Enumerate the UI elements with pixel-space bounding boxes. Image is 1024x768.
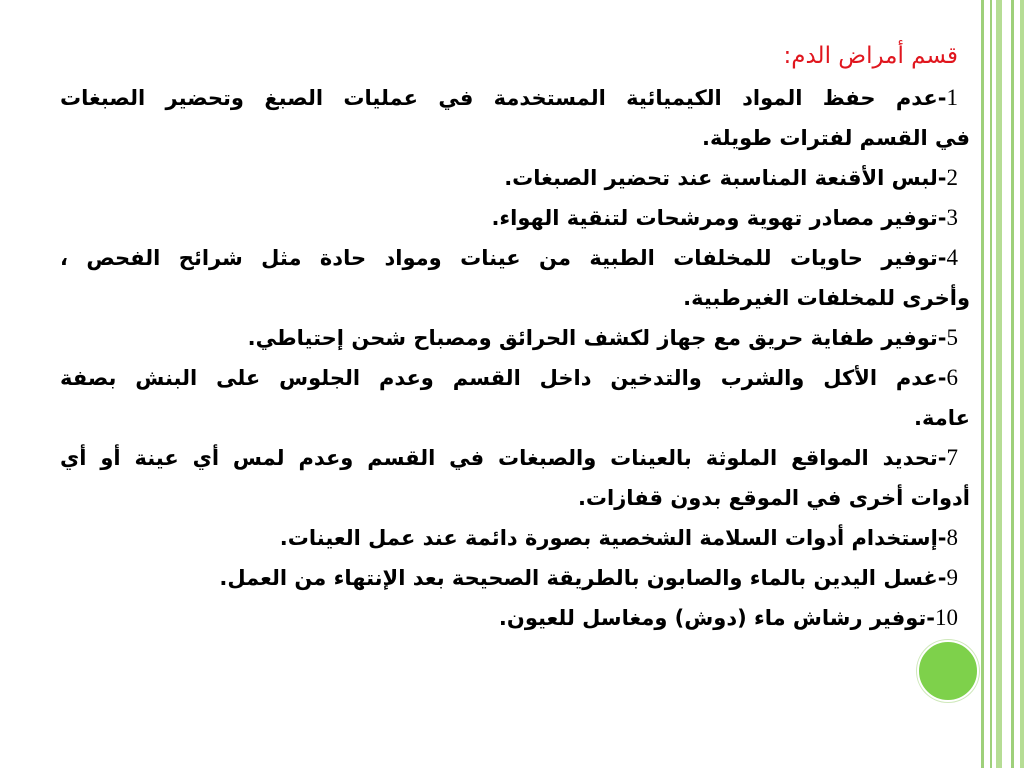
item-text: -عدم الأكل والشرب والتدخين داخل القسم وعدم الجلوس على البنش بصفة (60, 366, 947, 390)
list-item (60, 518, 970, 558)
list-item (60, 78, 970, 158)
slide-title: قسم أمراض الدم: (783, 43, 958, 69)
item-text: -لبس الأقنعة المناسبة عند تحضير الصبغات. (504, 166, 947, 190)
item-text: -عدم حفظ المواد الكيميائية المستخدمة في عمليات الصبغ وتحضير الصبغات (60, 86, 947, 110)
slide-content (60, 34, 970, 638)
item-text-continued: عامة. (914, 406, 970, 430)
border-stripe (1020, 0, 1024, 768)
list-item (60, 558, 970, 598)
item-number: 1 (946, 85, 958, 110)
item-number: 7 (946, 445, 958, 470)
item-number: 10 (935, 605, 958, 630)
item-number: 6 (946, 365, 958, 390)
item-text-continued: في القسم لفترات طويلة. (701, 126, 970, 150)
item-text-continued: أدوات أخرى في الموقع بدون قفازات. (577, 486, 970, 510)
list-item (60, 158, 970, 198)
list-item (60, 438, 970, 518)
item-text: -إستخدام أدوات السلامة الشخصية بصورة دائمة عند عمل العينات. (279, 526, 947, 550)
item-number: 9 (946, 565, 958, 590)
border-stripe (996, 0, 1002, 768)
item-text: -توفير حاويات للمخلفات الطبية من عينات ومواد حادة مثل شرائح الفحص ، (60, 246, 947, 270)
item-number: 2 (946, 165, 958, 190)
list-item (60, 358, 970, 438)
list-item (60, 318, 970, 358)
border-stripe (1011, 0, 1014, 768)
decorative-circle (917, 640, 979, 702)
item-text: -غسل اليدين بالماء والصابون بالطريقة الصحيحة بعد الإنتهاء من العمل. (219, 566, 947, 590)
item-text-continued: وأخرى للمخلفات الغيرطبية. (683, 286, 970, 310)
item-text: -تحديد المواقع الملوثة بالعينات والصبغات في القسم وعدم لمس أي عينة أو أي (60, 446, 947, 470)
item-number: 4 (946, 245, 958, 270)
item-number: 3 (946, 205, 958, 230)
border-stripe (981, 0, 984, 768)
item-text: -توفير طفاية حريق مع جهاز لكشف الحرائق ومصباح شحن إحتياطي. (247, 326, 947, 350)
list-item (60, 238, 970, 318)
item-number: 8 (946, 525, 958, 550)
list-item (60, 198, 970, 238)
item-text: -توفير رشاش ماء (دوش) ومغاسل للعيون. (498, 606, 935, 630)
border-stripe (990, 0, 992, 768)
item-text: -توفير مصادر تهوية ومرشحات لتنقية الهواء. (491, 206, 947, 230)
item-number: 5 (946, 325, 958, 350)
list-item (60, 598, 970, 638)
